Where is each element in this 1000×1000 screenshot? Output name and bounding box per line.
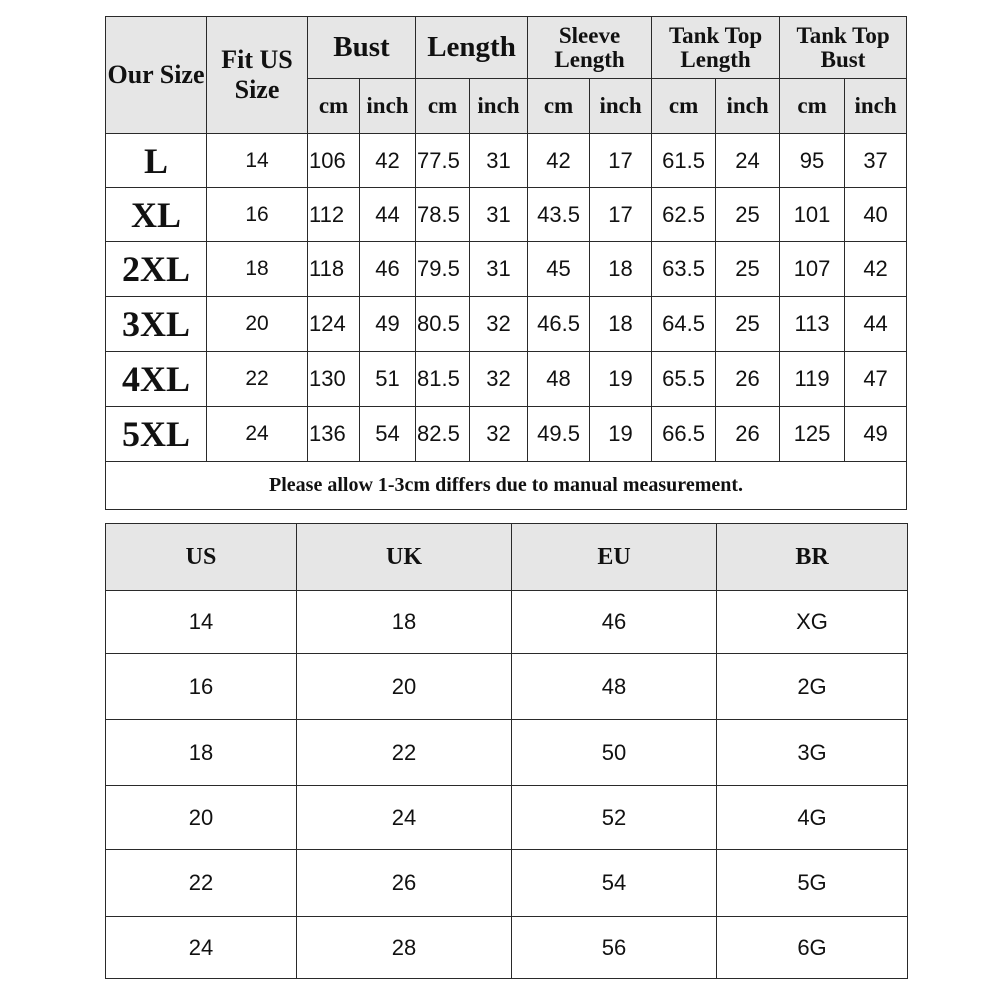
size-row [106, 352, 907, 407]
uk-header: UK [297, 524, 512, 591]
bust-inch-value: 44 [360, 188, 416, 242]
us-value: 20 [106, 786, 297, 850]
tank-length-inch-value: 25 [716, 297, 780, 352]
conversion-row [106, 917, 908, 979]
tank-length-cm-value: 62.5 [652, 188, 716, 242]
fit-us-value: 14 [207, 134, 308, 188]
us-header: US [106, 524, 297, 591]
tank-bust-inch-value: 37 [845, 134, 907, 188]
bust-cm-value: 118 [308, 242, 360, 297]
tank-bust-inch-value: 49 [845, 407, 907, 462]
tank-top-bust-header: Tank Top Bust [780, 17, 907, 79]
sleeve-inch-value: 19 [590, 352, 652, 407]
uk-value: 24 [297, 786, 512, 850]
fit-us-size-header: Fit US Size [207, 17, 308, 134]
uk-value: 26 [297, 850, 512, 917]
unit-label: inch [470, 79, 528, 134]
sleeve-inch-value: 18 [590, 297, 652, 352]
sleeve-cm-value: 45 [528, 242, 590, 297]
length-cm-value: 81.5 [416, 352, 470, 407]
eu-value: 54 [512, 850, 717, 917]
uk-value: 28 [297, 917, 512, 979]
br-value: 3G [717, 720, 908, 786]
size-label: XL [106, 188, 207, 242]
header-row [106, 17, 907, 79]
sleeve-cm-value: 46.5 [528, 297, 590, 352]
sleeve-inch-value: 19 [590, 407, 652, 462]
unit-label: inch [590, 79, 652, 134]
tank-bust-cm-value: 95 [780, 134, 845, 188]
tank-bust-cm-value: 125 [780, 407, 845, 462]
length-inch-value: 32 [470, 352, 528, 407]
us-value: 24 [106, 917, 297, 979]
length-cm-value: 77.5 [416, 134, 470, 188]
sleeve-cm-value: 48 [528, 352, 590, 407]
bust-cm-value: 112 [308, 188, 360, 242]
sleeve-inch-value: 18 [590, 242, 652, 297]
tank-length-cm-value: 66.5 [652, 407, 716, 462]
size-row [106, 188, 907, 242]
us-value: 14 [106, 591, 297, 654]
eu-value: 48 [512, 654, 717, 720]
tank-bust-cm-value: 107 [780, 242, 845, 297]
unit-label: cm [416, 79, 470, 134]
length-cm-value: 79.5 [416, 242, 470, 297]
conversion-row [106, 654, 908, 720]
br-value: XG [717, 591, 908, 654]
bust-inch-value: 51 [360, 352, 416, 407]
sleeve-inch-value: 17 [590, 134, 652, 188]
eu-value: 46 [512, 591, 717, 654]
conversion-row [106, 850, 908, 917]
size-row [106, 242, 907, 297]
tank-top-length-header: Tank Top Length [652, 17, 780, 79]
tank-length-inch-value: 26 [716, 352, 780, 407]
bust-cm-value: 130 [308, 352, 360, 407]
unit-label: cm [652, 79, 716, 134]
sleeve-inch-value: 17 [590, 188, 652, 242]
bust-inch-value: 54 [360, 407, 416, 462]
bust-inch-value: 46 [360, 242, 416, 297]
tank-bust-inch-value: 42 [845, 242, 907, 297]
bust-inch-value: 49 [360, 297, 416, 352]
measurement-note: Please allow 1-3cm differs due to manual measurement. [106, 462, 907, 510]
bust-header: Bust [308, 17, 416, 79]
size-row [106, 297, 907, 352]
length-inch-value: 31 [470, 188, 528, 242]
length-cm-value: 82.5 [416, 407, 470, 462]
unit-label: cm [308, 79, 360, 134]
tank-length-cm-value: 61.5 [652, 134, 716, 188]
eu-value: 56 [512, 917, 717, 979]
fit-us-value: 18 [207, 242, 308, 297]
our-size-header: Our Size [106, 17, 207, 134]
conversion-row [106, 720, 908, 786]
br-value: 2G [717, 654, 908, 720]
sleeve-length-header: Sleeve Length [528, 17, 652, 79]
tank-bust-inch-value: 44 [845, 297, 907, 352]
tank-bust-cm-value: 101 [780, 188, 845, 242]
fit-us-value: 22 [207, 352, 308, 407]
sleeve-cm-value: 43.5 [528, 188, 590, 242]
size-label: L [106, 134, 207, 188]
us-value: 22 [106, 850, 297, 917]
tank-bust-cm-value: 119 [780, 352, 845, 407]
unit-label: cm [528, 79, 590, 134]
fit-us-value: 16 [207, 188, 308, 242]
unit-label: inch [360, 79, 416, 134]
size-row [106, 407, 907, 462]
unit-label: cm [780, 79, 845, 134]
length-inch-value: 31 [470, 242, 528, 297]
unit-label: inch [716, 79, 780, 134]
tank-bust-cm-value: 113 [780, 297, 845, 352]
conversion-row [106, 591, 908, 654]
tank-bust-inch-value: 40 [845, 188, 907, 242]
size-label: 4XL [106, 352, 207, 407]
uk-value: 20 [297, 654, 512, 720]
fit-us-value: 20 [207, 297, 308, 352]
length-cm-value: 80.5 [416, 297, 470, 352]
eu-header: EU [512, 524, 717, 591]
conversion-header-row [106, 524, 908, 591]
size-row [106, 134, 907, 188]
br-value: 6G [717, 917, 908, 979]
unit-label: inch [845, 79, 907, 134]
tank-length-inch-value: 25 [716, 242, 780, 297]
size-conversion-table [105, 523, 908, 979]
eu-value: 52 [512, 786, 717, 850]
tank-length-cm-value: 65.5 [652, 352, 716, 407]
br-value: 5G [717, 850, 908, 917]
tank-length-inch-value: 24 [716, 134, 780, 188]
size-label: 2XL [106, 242, 207, 297]
tank-length-inch-value: 26 [716, 407, 780, 462]
tank-length-cm-value: 63.5 [652, 242, 716, 297]
sleeve-cm-value: 49.5 [528, 407, 590, 462]
conversion-row [106, 786, 908, 850]
br-value: 4G [717, 786, 908, 850]
note-row [106, 462, 907, 510]
fit-us-value: 24 [207, 407, 308, 462]
length-inch-value: 31 [470, 134, 528, 188]
uk-value: 18 [297, 591, 512, 654]
size-label: 5XL [106, 407, 207, 462]
length-header: Length [416, 17, 528, 79]
br-header: BR [717, 524, 908, 591]
eu-value: 50 [512, 720, 717, 786]
tank-length-cm-value: 64.5 [652, 297, 716, 352]
length-cm-value: 78.5 [416, 188, 470, 242]
length-inch-value: 32 [470, 297, 528, 352]
tank-length-inch-value: 25 [716, 188, 780, 242]
bust-cm-value: 124 [308, 297, 360, 352]
us-value: 16 [106, 654, 297, 720]
length-inch-value: 32 [470, 407, 528, 462]
bust-cm-value: 106 [308, 134, 360, 188]
bust-cm-value: 136 [308, 407, 360, 462]
bust-inch-value: 42 [360, 134, 416, 188]
uk-value: 22 [297, 720, 512, 786]
tank-bust-inch-value: 47 [845, 352, 907, 407]
sleeve-cm-value: 42 [528, 134, 590, 188]
size-chart-table [105, 16, 907, 510]
us-value: 18 [106, 720, 297, 786]
size-label: 3XL [106, 297, 207, 352]
